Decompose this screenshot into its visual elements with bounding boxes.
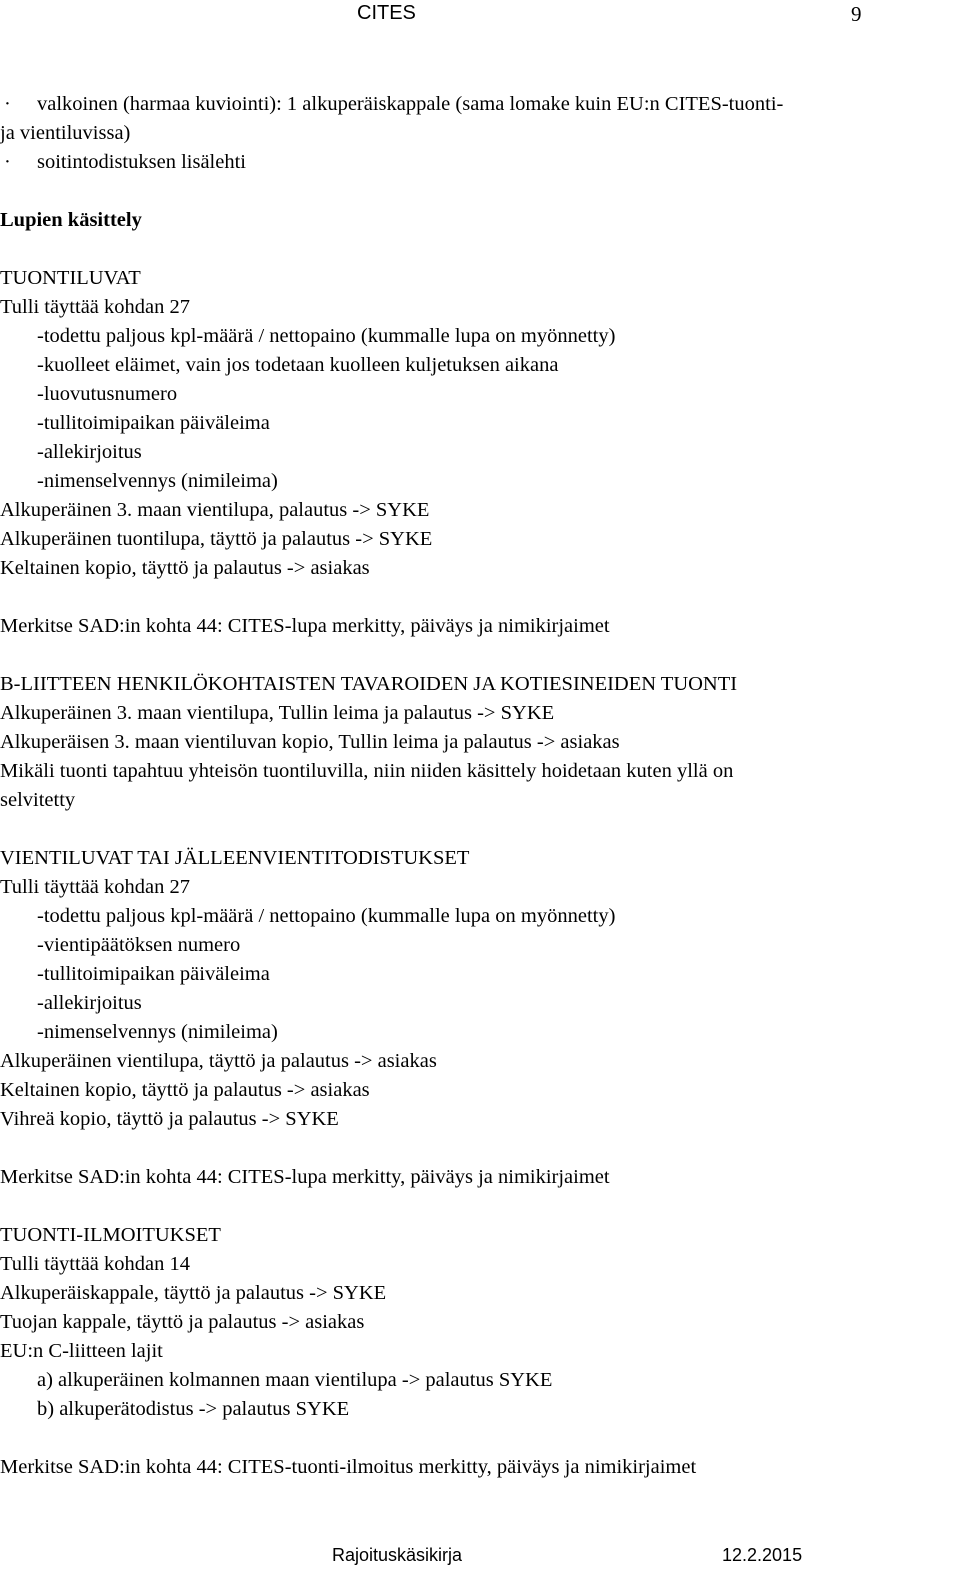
bullet-continuation: ja vientiluvissa) (0, 122, 131, 144)
page-number: 9 (851, 2, 862, 26)
text-line: Alkuperäinen tuontilupa, täyttö ja palautus -> SYKE (0, 528, 433, 550)
text-line: Alkuperäinen 3. maan vientilupa, palautus -> SYKE (0, 499, 430, 521)
bullet-dot-icon: · (4, 151, 11, 173)
tuontiluvat-title: TUONTILUVAT (0, 267, 141, 289)
text-line: Alkuperäinen vientilupa, täyttö ja palautus -> asiakas (0, 1050, 437, 1072)
text-line: Vihreä kopio, täyttö ja palautus -> SYKE (0, 1108, 339, 1130)
text-line: Alkuperäisen 3. maan vientiluvan kopio, Tullin leima ja palautus -> asiakas (0, 731, 620, 753)
text-line: Keltainen kopio, täyttö ja palautus -> asiakas (0, 1079, 370, 1101)
text-line: Alkuperäiskappale, täyttö ja palautus -> SYKE (0, 1282, 387, 1304)
bullet-text: soitintodistuksen lisälehti (37, 151, 246, 173)
text-line: Mikäli tuonti tapahtuu yhteisön tuontiluvilla, niin niiden käsittely hoidetaan kuten yllä on (0, 760, 734, 782)
footer-date: 12.2.2015 (722, 1545, 803, 1565)
sad-note: Merkitse SAD:in kohta 44: CITES-lupa merkitty, päiväys ja nimikirjaimet (0, 615, 610, 637)
header-title: CITES (357, 2, 416, 24)
bliitteen-title: B-LIITTEEN HENKILÖKOHTAISTEN TAVAROIDEN JA KOTIESINEIDEN TUONTI (0, 673, 738, 695)
text-line: EU:n C-liitteen lajit (0, 1340, 163, 1362)
list-item: -vientipäätöksen numero (37, 934, 241, 956)
list-item: -kuolleet eläimet, vain jos todetaan kuolleen kuljetuksen aikana (37, 354, 559, 376)
list-item: b) alkuperätodistus -> palautus SYKE (37, 1398, 350, 1420)
sad-note: Merkitse SAD:in kohta 44: CITES-tuonti-ilmoitus merkitty, päiväys ja nimikirjaimet (0, 1456, 697, 1478)
bullet-item (0, 90, 955, 119)
list-item: -todettu paljous kpl-määrä / nettopaino (kummalle lupa on myönnetty) (37, 905, 616, 927)
text-line: Alkuperäinen 3. maan vientilupa, Tullin leima ja palautus -> SYKE (0, 702, 555, 724)
sad-note: Merkitse SAD:in kohta 44: CITES-lupa merkitty, päiväys ja nimikirjaimet (0, 1166, 610, 1188)
footer-left: Rajoituskäsikirja (332, 1545, 463, 1565)
text-line: Keltainen kopio, täyttö ja palautus -> asiakas (0, 557, 370, 579)
tuontiluvat-line: Tulli täyttää kohdan 27 (0, 296, 190, 318)
vientiluvat-title: VIENTILUVAT TAI JÄLLEENVIENTITODISTUKSET (0, 847, 470, 869)
vientiluvat-line: Tulli täyttää kohdan 27 (0, 876, 190, 898)
list-item: a) alkuperäinen kolmannen maan vientilupa -> palautus SYKE (37, 1369, 553, 1391)
text-line: Tulli täyttää kohdan 14 (0, 1253, 190, 1275)
document-body (0, 90, 955, 1482)
section-heading: Lupien käsittely (0, 209, 142, 231)
list-item: -tullitoimipaikan päiväleima (37, 963, 270, 985)
list-item: -luovutusnumero (37, 383, 178, 405)
list-item: -todettu paljous kpl-määrä / nettopaino (kummalle lupa on myönnetty) (37, 325, 616, 347)
list-item: -tullitoimipaikan päiväleima (37, 412, 270, 434)
text-line: Tuojan kappale, täyttö ja palautus -> asiakas (0, 1311, 365, 1333)
ilmoitukset-title: TUONTI-ILMOITUKSET (0, 1224, 221, 1246)
bullet-text: valkoinen (harmaa kuviointi): 1 alkuperäiskappale (sama lomake kuin EU:n CITES-tuonti- (37, 93, 784, 115)
list-item: -nimenselvennys (nimileima) (37, 470, 278, 492)
list-item: -allekirjoitus (37, 992, 142, 1014)
bullet-item (0, 148, 955, 177)
list-item: -nimenselvennys (nimileima) (37, 1021, 278, 1043)
list-item: -allekirjoitus (37, 441, 142, 463)
bullet-dot-icon: · (4, 93, 11, 115)
text-line: selvitetty (0, 789, 76, 811)
